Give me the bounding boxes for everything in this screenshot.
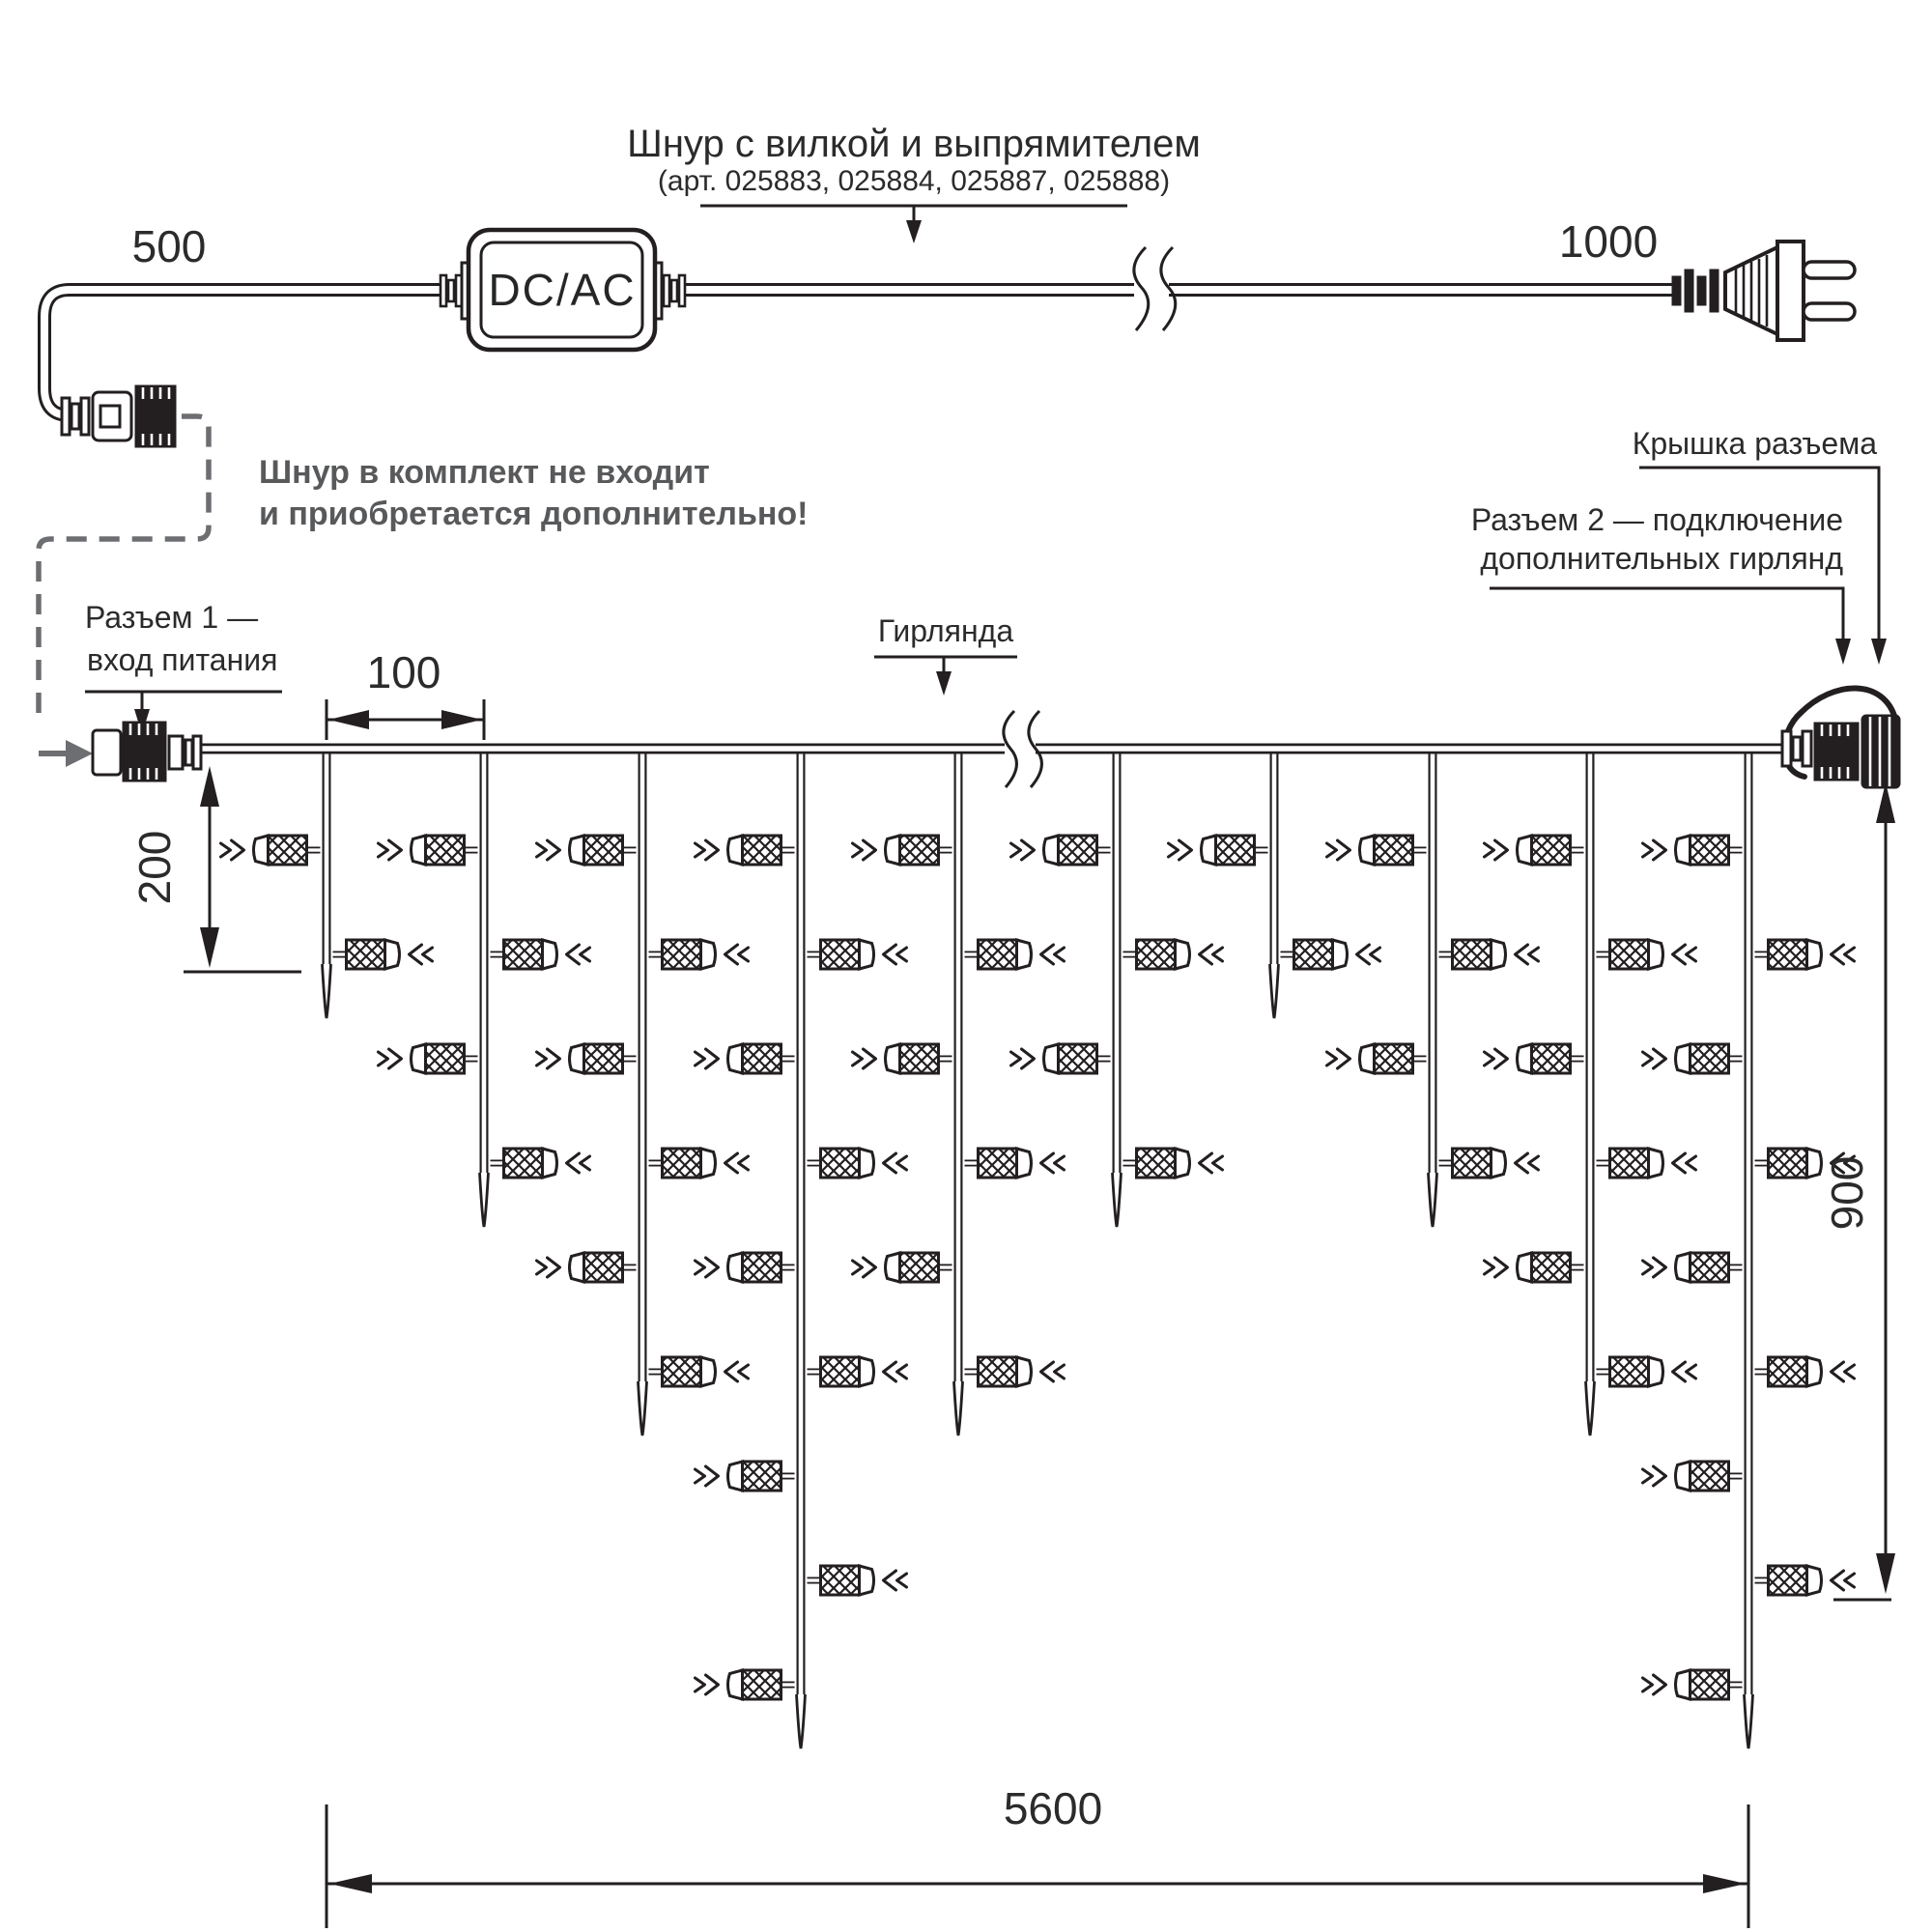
bulb-cap — [728, 1253, 743, 1282]
light-rays-icon — [696, 840, 719, 860]
bulb-body — [1610, 1149, 1649, 1178]
bulb-cap — [1676, 836, 1690, 865]
led-bulb-icon — [965, 1357, 1065, 1386]
bulb-body — [1294, 940, 1333, 969]
light-rays-icon — [725, 1153, 749, 1173]
bulb-body — [821, 1566, 860, 1595]
light-rays-icon — [1485, 840, 1508, 860]
not-included-note-line1: Шнур в комплект не входит — [259, 454, 710, 491]
light-rays-icon — [537, 840, 560, 860]
bulb-cap — [1360, 1044, 1375, 1073]
bulb-cap — [1492, 940, 1506, 969]
bulb-cap — [1017, 940, 1032, 969]
bulb-body — [900, 836, 939, 865]
led-bulb-icon — [1123, 940, 1223, 969]
drop-tip — [323, 964, 331, 1018]
led-bulb-icon — [1485, 1044, 1584, 1073]
led-bulb-icon — [1485, 1253, 1584, 1282]
bulb-cap — [860, 940, 874, 969]
bulb-cap — [1807, 1566, 1822, 1595]
svg-text:5600: 5600 — [1003, 1783, 1103, 1833]
light-rays-icon — [1832, 1362, 1855, 1381]
led-bulb-icon — [491, 1149, 590, 1178]
led-bulb-icon — [696, 1670, 795, 1699]
dashed-arrow-icon — [39, 740, 93, 767]
light-rays-icon — [1169, 840, 1192, 860]
bulb-cap — [1176, 1149, 1190, 1178]
light-rays-icon — [567, 1153, 590, 1173]
bulb-cap — [728, 836, 743, 865]
bulb-body — [979, 1149, 1017, 1178]
light-rays-icon — [1643, 1258, 1666, 1277]
bulb-cap — [860, 1357, 874, 1386]
led-bulb-icon — [333, 940, 433, 969]
led-bulb-icon — [1643, 1044, 1743, 1073]
led-bulb-icon — [1755, 1566, 1855, 1595]
light-rays-icon — [884, 945, 907, 964]
bulb-body — [504, 1149, 543, 1178]
bulb-body — [1059, 836, 1097, 865]
bulb-body — [743, 836, 781, 865]
light-rays-icon — [221, 840, 244, 860]
led-bulb-icon — [1485, 836, 1584, 865]
light-rays-icon — [884, 1362, 907, 1381]
drop-wire — [1586, 749, 1595, 1435]
bulb-body — [1690, 1253, 1729, 1282]
bulb-cap — [1807, 1149, 1822, 1178]
led-bulb-icon — [965, 1149, 1065, 1178]
drop-wire — [1429, 749, 1437, 1227]
led-bulb-icon — [1597, 1149, 1696, 1178]
light-rays-icon — [725, 945, 749, 964]
light-rays-icon — [1011, 1049, 1035, 1068]
light-rays-icon — [1485, 1049, 1508, 1068]
bulb-body — [663, 940, 701, 969]
bulb-cap — [1492, 1149, 1506, 1178]
bulb-cap — [1176, 940, 1190, 969]
bulb-cap — [412, 1044, 426, 1073]
light-rays-icon — [1673, 1153, 1696, 1173]
bulb-cap — [543, 940, 557, 969]
bulb-body — [663, 1357, 701, 1386]
bulb-body — [1532, 1044, 1571, 1073]
drop-tip — [797, 1694, 806, 1748]
cord-break-icon — [1134, 247, 1176, 330]
bulb-cap — [1649, 1149, 1663, 1178]
bulb-cap — [1518, 836, 1532, 865]
bulb-cap — [1649, 1357, 1663, 1386]
bulb-body — [900, 1044, 939, 1073]
cord-title-leader-arrow — [700, 206, 1127, 243]
bulb-cap — [728, 1044, 743, 1073]
bulb-cap — [1017, 1357, 1032, 1386]
bulb-body — [979, 1357, 1017, 1386]
light-rays-icon — [379, 840, 402, 860]
svg-text:Гирлянда: Гирлянда — [877, 613, 1014, 648]
light-rays-icon — [537, 1258, 560, 1277]
bulb-body — [269, 836, 307, 865]
light-rays-icon — [1200, 945, 1223, 964]
bulb-body — [1610, 1357, 1649, 1386]
led-bulb-icon — [1281, 940, 1380, 969]
bulb-body — [1690, 836, 1729, 865]
light-rays-icon — [696, 1049, 719, 1068]
light-rays-icon — [537, 1049, 560, 1068]
garland-break-icon — [1004, 711, 1042, 787]
connector2-label — [1471, 502, 1851, 665]
dim-100 — [327, 647, 484, 740]
drop-tip — [1113, 1173, 1122, 1227]
bulb-body — [584, 1044, 623, 1073]
bulb-cap — [570, 836, 584, 865]
drop-tip — [1270, 964, 1279, 1018]
bulb-cap — [701, 1357, 716, 1386]
drop-wire — [1113, 749, 1122, 1227]
drop-tip — [1429, 1173, 1437, 1227]
bulb-cap — [1676, 1044, 1690, 1073]
bulb-body — [347, 940, 385, 969]
bulb-cap — [1649, 940, 1663, 969]
light-rays-icon — [696, 1258, 719, 1277]
light-rays-icon — [725, 1362, 749, 1381]
led-bulb-icon — [491, 940, 590, 969]
drop-tip — [480, 1173, 489, 1227]
bulb-cap — [728, 1462, 743, 1491]
light-rays-icon — [1041, 1362, 1065, 1381]
dim-500-label: 500 — [131, 221, 207, 271]
bulb-body — [1137, 1149, 1176, 1178]
light-rays-icon — [1041, 1153, 1065, 1173]
connector1-label — [85, 600, 282, 734]
light-rays-icon — [696, 1675, 719, 1694]
bulb-cap — [1676, 1253, 1690, 1282]
bulb-cap — [860, 1149, 874, 1178]
led-bulb-icon — [808, 1566, 907, 1595]
drop-wire — [323, 749, 331, 1018]
led-bulb-icon — [696, 1462, 795, 1491]
led-bulb-icon — [696, 1253, 795, 1282]
dim-200 — [129, 766, 301, 972]
light-rays-icon — [1516, 945, 1539, 964]
bulb-body — [743, 1670, 781, 1699]
led-bulb-icon — [808, 940, 907, 969]
dcac-converter — [440, 230, 685, 350]
led-bulb-icon — [537, 836, 637, 865]
drop-wire — [1745, 749, 1753, 1748]
light-rays-icon — [567, 945, 590, 964]
drop-wire — [797, 749, 806, 1748]
bulb-body — [1769, 1357, 1807, 1386]
svg-text:дополнительных гирлянд: дополнительных гирлянд — [1480, 541, 1843, 576]
svg-text:Разъем 1 —: Разъем 1 — — [85, 600, 259, 635]
led-bulb-icon — [853, 1253, 952, 1282]
bulb-body — [584, 836, 623, 865]
led-bulb-icon — [1327, 836, 1427, 865]
dim-1000-label: 1000 — [1558, 216, 1659, 267]
bulb-body — [821, 1149, 860, 1178]
bulb-cap — [1676, 1670, 1690, 1699]
garland-bulbs — [221, 836, 1855, 1699]
dcac-label: DC/AC — [488, 265, 637, 315]
light-rays-icon — [1516, 1153, 1539, 1173]
bulb-cap — [570, 1253, 584, 1282]
bulb-body — [743, 1253, 781, 1282]
bulb-body — [1690, 1462, 1729, 1491]
bulb-body — [584, 1253, 623, 1282]
led-bulb-icon — [1597, 940, 1696, 969]
bulb-body — [1690, 1044, 1729, 1073]
drop-wire — [639, 749, 647, 1435]
led-bulb-icon — [853, 836, 952, 865]
light-rays-icon — [853, 1049, 876, 1068]
bulb-body — [663, 1149, 701, 1178]
bulb-cap — [860, 1566, 874, 1595]
led-bulb-icon — [1643, 1670, 1743, 1699]
led-bulb-icon — [1643, 836, 1743, 865]
connector2-icon — [1782, 688, 1900, 788]
led-bulb-icon — [1439, 1149, 1539, 1178]
led-bulb-icon — [1755, 940, 1855, 969]
led-bulb-icon — [853, 1044, 952, 1073]
bulb-cap — [570, 1044, 584, 1073]
bulb-cap — [701, 1149, 716, 1178]
light-rays-icon — [1643, 840, 1666, 860]
bulb-body — [821, 940, 860, 969]
light-rays-icon — [1832, 1571, 1855, 1590]
bulb-body — [504, 940, 543, 969]
light-rays-icon — [1485, 1258, 1508, 1277]
light-rays-icon — [1643, 1049, 1666, 1068]
dim-900 — [1822, 782, 1895, 1600]
light-rays-icon — [379, 1049, 402, 1068]
led-bulb-icon — [1327, 1044, 1427, 1073]
led-bulb-icon — [1597, 1357, 1696, 1386]
svg-text:вход питания: вход питания — [87, 642, 278, 677]
bulb-cap — [886, 1044, 900, 1073]
not-included-note-line2: и приобретается дополнительно! — [259, 496, 809, 532]
led-bulb-icon — [1123, 1149, 1223, 1178]
garland-drops — [323, 749, 1753, 1748]
bulb-body — [1375, 1044, 1413, 1073]
led-bulb-icon — [808, 1149, 907, 1178]
svg-text:Разъем 2 — подключение: Разъем 2 — подключение — [1470, 502, 1843, 537]
drop-tip — [954, 1381, 963, 1435]
bulb-cap — [1807, 1357, 1822, 1386]
light-rays-icon — [853, 840, 876, 860]
led-bulb-icon — [1169, 836, 1268, 865]
drop-tip — [1745, 1694, 1753, 1748]
bulb-cap — [1017, 1149, 1032, 1178]
bulb-cap — [1044, 1044, 1059, 1073]
bulb-body — [1137, 940, 1176, 969]
bulb-body — [1453, 940, 1492, 969]
power-plug-icon — [1672, 242, 1855, 340]
bulb-body — [1216, 836, 1255, 865]
light-rays-icon — [1643, 1466, 1666, 1486]
svg-text:900: 900 — [1822, 1155, 1872, 1231]
light-rays-icon — [1673, 1362, 1696, 1381]
led-bulb-icon — [696, 1044, 795, 1073]
led-bulb-icon — [965, 940, 1065, 969]
drop-tip — [639, 1381, 647, 1435]
light-rays-icon — [1200, 1153, 1223, 1173]
led-bulb-icon — [1011, 836, 1111, 865]
led-bulb-icon — [696, 836, 795, 865]
bulb-body — [979, 940, 1017, 969]
bulb-cap — [701, 940, 716, 969]
svg-text:100: 100 — [366, 647, 441, 697]
bulb-body — [821, 1357, 860, 1386]
bulb-body — [743, 1462, 781, 1491]
bulb-cap — [1202, 836, 1216, 865]
bulb-cap — [1333, 940, 1348, 969]
led-bulb-icon — [1011, 1044, 1111, 1073]
cord-title: Шнур с вилкой и выпрямителем — [627, 123, 1201, 165]
light-rays-icon — [1357, 945, 1380, 964]
drop-wire — [954, 749, 963, 1435]
bulb-body — [900, 1253, 939, 1282]
bulb-cap — [1360, 836, 1375, 865]
bulb-cap — [412, 836, 426, 865]
light-rays-icon — [410, 945, 433, 964]
led-bulb-icon — [808, 1357, 907, 1386]
light-rays-icon — [1011, 840, 1035, 860]
bulb-body — [1375, 836, 1413, 865]
svg-text:200: 200 — [129, 830, 180, 905]
connector1-icon — [93, 722, 201, 781]
svg-text:Крышка разъема: Крышка разъема — [1632, 426, 1877, 461]
bulb-body — [1532, 1253, 1571, 1282]
cord-subtitle: (арт. 025883, 025884, 025887, 025888) — [657, 165, 1171, 197]
led-bulb-icon — [1643, 1253, 1743, 1282]
bulb-body — [1059, 1044, 1097, 1073]
bulb-cap — [1044, 836, 1059, 865]
cord-connector-icon — [62, 385, 176, 447]
led-bulb-icon — [649, 1149, 749, 1178]
bulb-cap — [1518, 1253, 1532, 1282]
garland-label — [874, 613, 1017, 696]
led-bulb-icon — [1755, 1357, 1855, 1386]
led-bulb-icon — [379, 836, 478, 865]
bulb-body — [743, 1044, 781, 1073]
bulb-body — [1769, 1149, 1807, 1178]
light-rays-icon — [1327, 1049, 1350, 1068]
bulb-body — [426, 1044, 465, 1073]
light-rays-icon — [853, 1258, 876, 1277]
bulb-body — [1610, 940, 1649, 969]
bulb-cap — [1676, 1462, 1690, 1491]
light-rays-icon — [1327, 840, 1350, 860]
led-bulb-icon — [537, 1044, 637, 1073]
bulb-body — [1769, 940, 1807, 969]
led-bulb-icon — [379, 1044, 478, 1073]
led-bulb-icon — [537, 1253, 637, 1282]
bulb-cap — [886, 1253, 900, 1282]
light-rays-icon — [884, 1571, 907, 1590]
bulb-cap — [886, 836, 900, 865]
bulb-cap — [728, 1670, 743, 1699]
bulb-body — [1690, 1670, 1729, 1699]
bulb-body — [426, 836, 465, 865]
light-rays-icon — [1041, 945, 1065, 964]
drop-wire — [1270, 749, 1279, 1018]
bulb-body — [1453, 1149, 1492, 1178]
led-bulb-icon — [649, 940, 749, 969]
bulb-cap — [1807, 940, 1822, 969]
dim-5600 — [327, 1783, 1748, 1928]
bulb-cap — [254, 836, 269, 865]
light-rays-icon — [1832, 945, 1855, 964]
bulb-cap — [543, 1149, 557, 1178]
bulb-body — [1769, 1566, 1807, 1595]
light-rays-icon — [884, 1153, 907, 1173]
drop-wire — [480, 749, 489, 1227]
led-bulb-icon — [221, 836, 321, 865]
bulb-body — [1532, 836, 1571, 865]
light-rays-icon — [1673, 945, 1696, 964]
led-bulb-icon — [649, 1357, 749, 1386]
bulb-cap — [1518, 1044, 1532, 1073]
drop-tip — [1586, 1381, 1595, 1435]
led-bulb-icon — [1643, 1462, 1743, 1491]
led-bulb-icon — [1439, 940, 1539, 969]
bulb-cap — [385, 940, 400, 969]
light-rays-icon — [696, 1466, 719, 1486]
light-rays-icon — [1643, 1675, 1666, 1694]
